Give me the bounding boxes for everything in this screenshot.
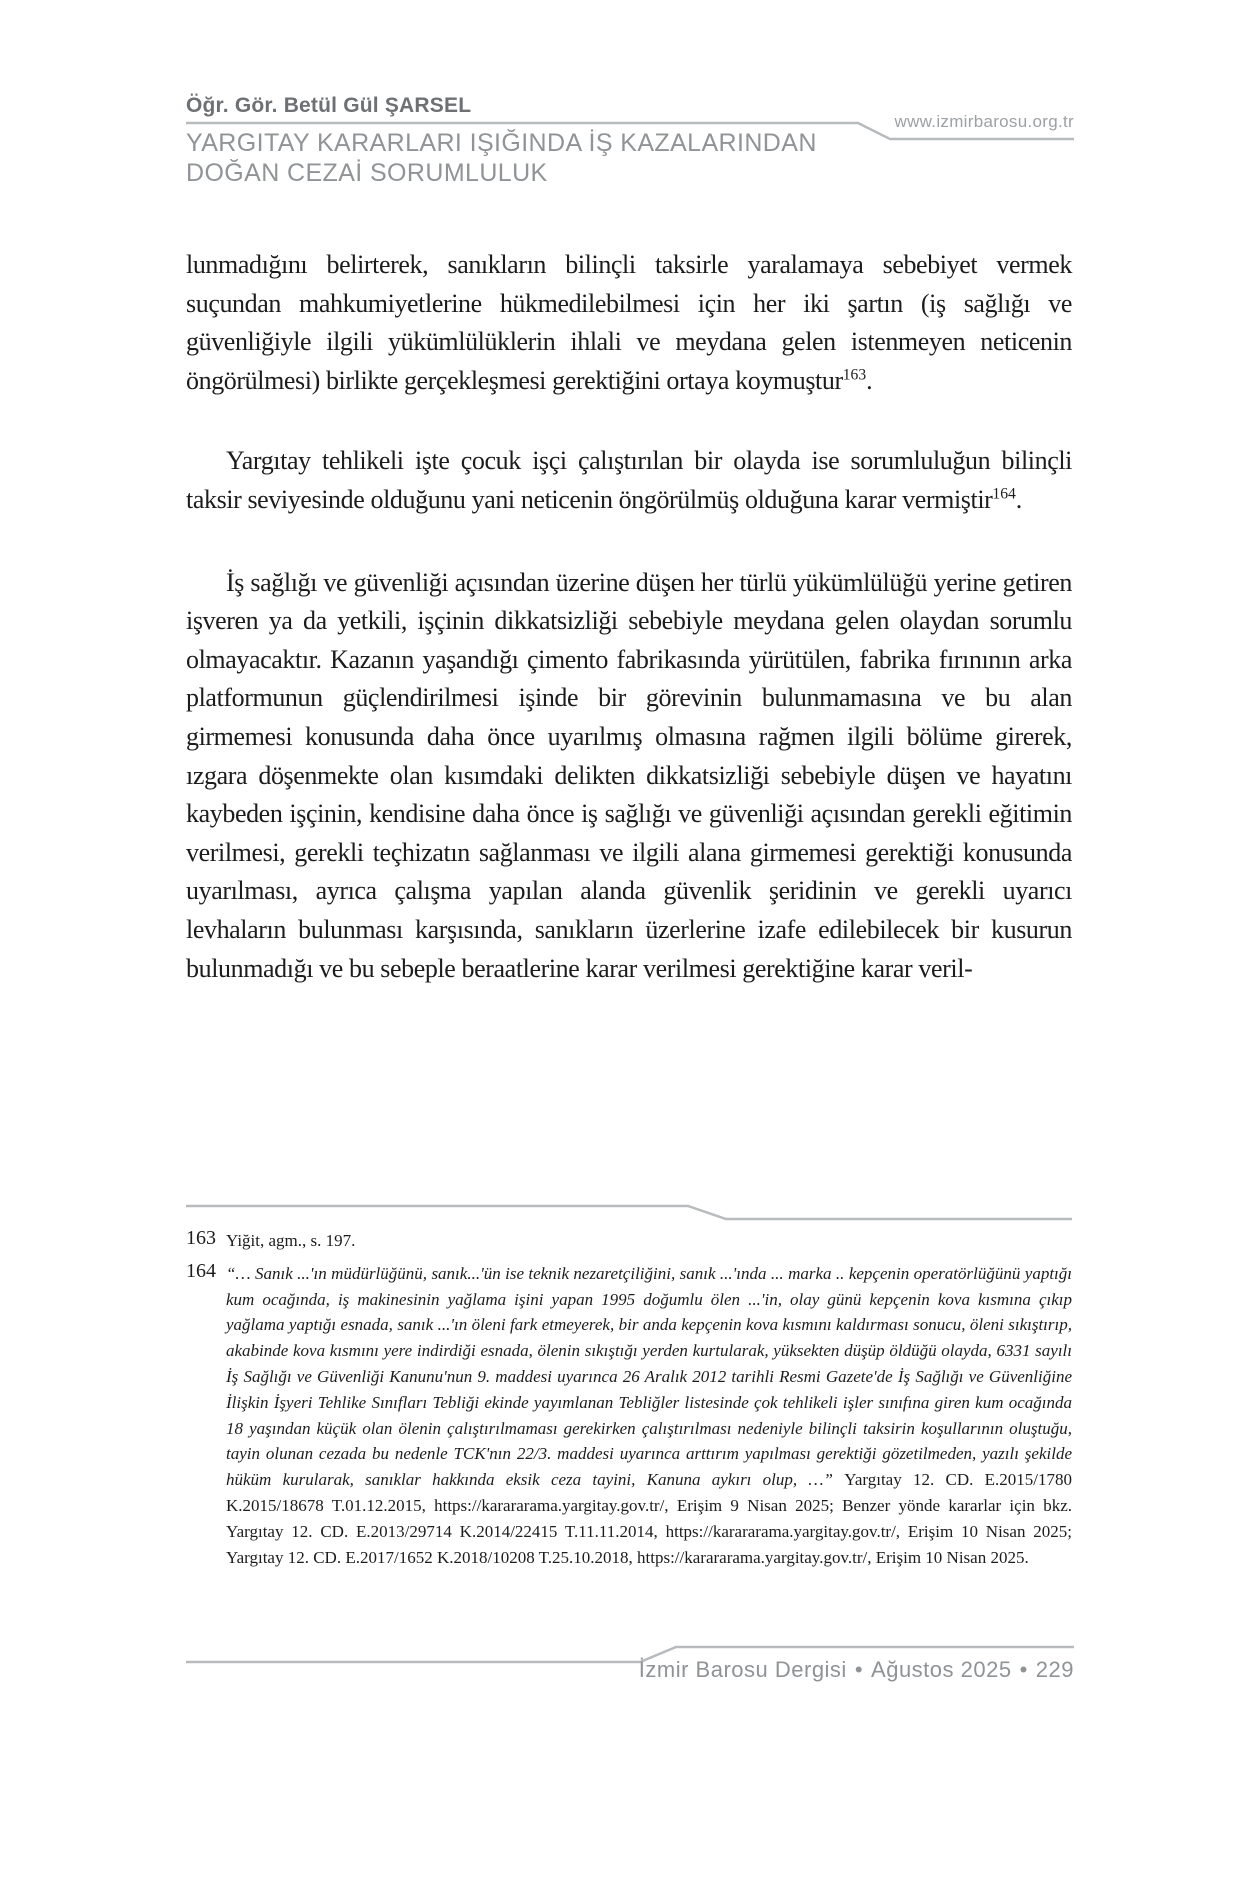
footnote-163 bbox=[186, 1228, 1072, 1254]
page-number: 229 bbox=[1035, 1657, 1074, 1682]
paragraph-text: lunmadığını belirterek, sanıkların bilinçli taksirle yaralamaya sebebiyet vermek suçundan mahkumiyetlerine hükmedilebilmesi için her iki şartın (iş sağlığı ve güvenliğiyle ilgili yükümlülüklerin ihlali ve meydana gelen istenmeyen neticenin öngörülmesi) birlikte gerçekleşmesi gerektiğini ortaya koymuştur bbox=[186, 250, 1072, 395]
body-paragraph-3 bbox=[186, 564, 1072, 989]
footer-separator: • bbox=[854, 1657, 864, 1682]
footnote-citation: Yargıtay 12. CD. E.2015/1780 K.2015/18678 T.01.12.2015, https://karararama.yargitay.gov.tr/, Erişim 9 Nisan 2025; Benzer yönde kararlar için bkz. Yargıtay 12. CD. E.2013/29714 K.2014/22415 T.11.11.2014, https://karararama.yargitay.gov.tr/, Erişim 10 Nisan 2025; Yargıtay 12. CD. E.2017/1652 K.2018/10208 T.25.10.2018, https://karararama.yargitay.gov.tr/, Erişim 10 Nisan 2025. bbox=[226, 1470, 1072, 1567]
body-paragraph-2 bbox=[186, 442, 1072, 519]
paragraph-text-after: . bbox=[1015, 484, 1022, 514]
author-name: Öğr. Gör. Betül Gül ŞARSEL bbox=[186, 94, 472, 117]
footnote-number: 164 bbox=[186, 1259, 216, 1282]
footnote-ref-164: 164 bbox=[992, 485, 1016, 503]
article-body bbox=[186, 246, 1072, 988]
paragraph-text-after: . bbox=[866, 365, 873, 395]
footer-separator: • bbox=[1019, 1657, 1028, 1682]
article-title: YARGITAY KARARLARI IŞIĞINDA İŞ KAZALARINDAN DOĞAN CEZAİ SORUMLULUK bbox=[186, 129, 817, 187]
body-paragraph-1 bbox=[186, 246, 1072, 400]
footnote-quote-italic: “… Sanık ...'ın müdürlüğünü, sanık...'ün ise teknik nezaretçiliğini, sanık ...'ında ... marka .. kepçenin operatörlüğünü yaptığı kum ocağında, iş makinesinin yağlama işini yapan 1995 doğumlu ölen ...'in, olay günü kepçenin kova kısmına çıkıp yağlama yaptığı esnada, sanık ...'ın öleni fark etmeyerek, bir anda kepçenin kova kısmını kaldırması sonucu, öleni sıkıştırıp, akabinde kova kısmını yere indirdiği esnada, ölenin sıkıştığı yerden kurtularak, yüksekten düşüp öldüğü olayda, 6331 sayılı İş Sağlığı ve Güvenliği Kanunu'nun 9. maddesi uyarınca 26 Aralık 2012 tarihli Resmi Gazete'de İş Sağlığı ve Güvenliğine İlişkin İşyeri Tehlike Sınıfları Tebliği ekinde yayımlanan Tebliğler listesinde çok tehlikeli işler sınıfına giren kum ocağında 18 yaşından küçük olan ölenin çalıştırılmaması gerekirken çalıştırılması nedeniyle bilinçli taksirin koşullarının oluştuğu, tayin olunan cezada bu nedenle TCK'nın 22/3. maddesi uyarınca arttırım yapılması gerektiği gözetilmeden, yazılı şekilde hüküm kurularak, sanıklar hakkında eksik ceza tayini, Kanuna aykırı olup, …” bbox=[226, 1263, 1072, 1490]
footnotes-section bbox=[186, 1196, 1072, 1577]
paragraph-text: Yargıtay tehlikeli işte çocuk işçi çalıştırılan bir olayda ise sorumluluğun bilinçli taksir seviyesinde olduğunu yani neticenin öngörülmüş olduğuna karar vermiştir bbox=[186, 446, 1072, 514]
paragraph-text: İş sağlığı ve güvenliği açısından üzerine düşen her türlü yükümlülüğü yerine getiren işveren ya da yetkili, işçinin dikkatsizliği sebebiyle meydana gelen olaydan sorumlu olmayacaktır. Kazanın yaşandığı çimento fabrikasında yürütülen, fabrika fırınının arka platformunun güçlendirilmesi işinde bir görevinin bulunmamasına ve bu alan girmemesi konusunda daha önce uyarılmış olmasına rağmen ilgili bölüme girerek, ızgara döşenmekte olan kısımdaki delikten dikkatsizliği sebebiyle düşen ve hayatını kaybeden işçinin, kendisine daha önce iş sağlığı ve güvenliği açısından gerekli eğitimin verilmesi, gerekli teçhizatın sağlanması ve ilgili alana girmemesi gerektiği konusunda uyarılması, ayrıca çalışma yapılan alanda güvenlik şeridinin ve gerekli uyarıcı levhaların bulunması karşısında, sanıkların üzerlerine izafe edilebilecek bir kusurun bulunmadığı ve bu sebeple beraatlerine karar verilmesi gerektiğine karar veril- bbox=[186, 567, 1072, 983]
footer-text bbox=[639, 1657, 1074, 1683]
issue-date: Ağustos 2025 bbox=[871, 1657, 1012, 1682]
footnote-separator-line bbox=[186, 1196, 1072, 1222]
journal-name: İzmir Barosu Dergisi bbox=[638, 1657, 847, 1682]
footnote-164 bbox=[186, 1261, 1072, 1571]
footnote-number: 163 bbox=[186, 1227, 216, 1249]
website-url: www.izmirbarosu.org.tr bbox=[894, 112, 1074, 131]
footnote-ref-163: 163 bbox=[842, 366, 867, 384]
footnote-text: Yiğit, agm., s. 197. bbox=[226, 1231, 356, 1250]
